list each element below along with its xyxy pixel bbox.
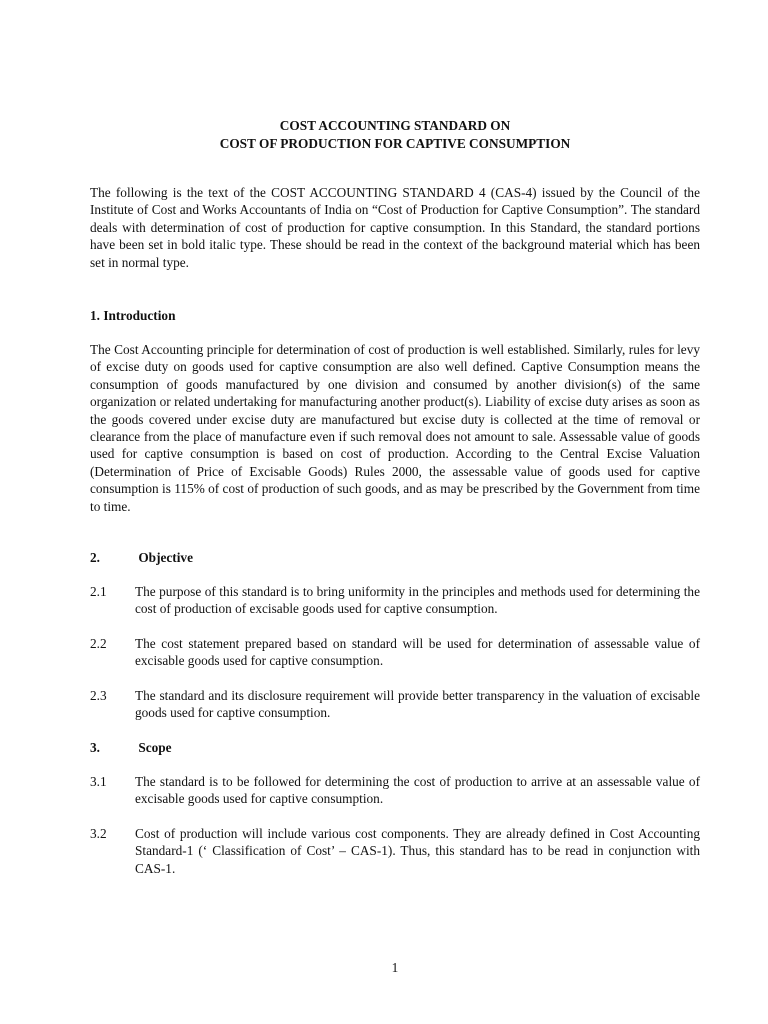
item-number: 2.1 (90, 584, 107, 599)
item-text: The purpose of this standard is to bring uniformity in the principles and methods used for determining the cost of production of excisable goods used for captive consumption. (135, 584, 700, 617)
section-title: Scope (138, 740, 172, 755)
title-line-1: COST ACCOUNTING STANDARD ON (279, 118, 511, 133)
list-item (90, 635, 700, 670)
section-heading-introduction (90, 307, 175, 325)
item-text: The standard and its disclosure requirement will provide better transparency in the valuation of excisable goods used for captive consumption. (135, 688, 700, 721)
section-number: 1. (90, 308, 100, 323)
section-number: 3. (90, 740, 100, 755)
section-number: 2. (90, 550, 100, 565)
list-item (90, 773, 700, 808)
section-title: Objective (138, 550, 193, 565)
item-number: 2.2 (90, 636, 107, 651)
section-heading-scope (90, 739, 172, 757)
title-line-2: COST OF PRODUCTION FOR CAPTIVE CONSUMPTION (219, 136, 571, 151)
item-number: 2.3 (90, 688, 107, 703)
item-number: 3.2 (90, 826, 107, 841)
list-item (90, 825, 700, 877)
section-heading-objective (90, 549, 193, 567)
item-text: The standard is to be followed for determining the cost of production to arrive at an assessable value of excisable goods used for captive consumption. (135, 774, 700, 807)
item-number: 3.1 (90, 774, 107, 789)
item-text: The cost statement prepared based on standard will be used for determination of assessable value of excisable goods used for captive consumption. (135, 636, 700, 669)
intro-paragraph: The following is the text of the COST ACCOUNTING STANDARD 4 (CAS-4) issued by the Council of the Institute of Cost and Works Accountants of India on “Cost of Production for Captive Consumption”. The standard deals with determination of cost of production for captive consumption. In this Standard, the standard portions have been set in bold italic type. These should be read in the context of the background material which has been set in normal type. (90, 185, 700, 270)
section-title: Introduction (103, 308, 176, 323)
introduction-paragraph: The Cost Accounting principle for determination of cost of production is well established. Similarly, rules for levy of excise duty on goods used for captive consumption are also well defined. Captive Consumption means the consumption of goods manufactured by one division and consumed by another division(s) of the same organization or related undertaking for manufacturing another product(s). Liability of excise duty arises as soon as the goods covered under excise duty are manufactured but excise duty is collected at the time of removal or clearance from the place of manufacture even if such removal does not amount to sale. Assessable value of goods used for captive consumption is based on cost of production. According to the Central Excise Valuation (Determination of Price of Excisable Goods) Rules 2000, the assessable value of goods used for captive consumption is 115% of cost of production of such goods, and as may be prescribed by the Government from time to time. (90, 342, 700, 514)
page-number: 1 (391, 960, 399, 975)
item-text: Cost of production will include various cost components. They are already defined in Cost Accounting Standard-1 (‘ Classification of Cost’ – CAS-1). Thus, this standard has to be read in conjunction with CAS-1. (135, 826, 700, 876)
list-item (90, 687, 700, 722)
list-item (90, 583, 700, 618)
document-title (0, 117, 768, 153)
